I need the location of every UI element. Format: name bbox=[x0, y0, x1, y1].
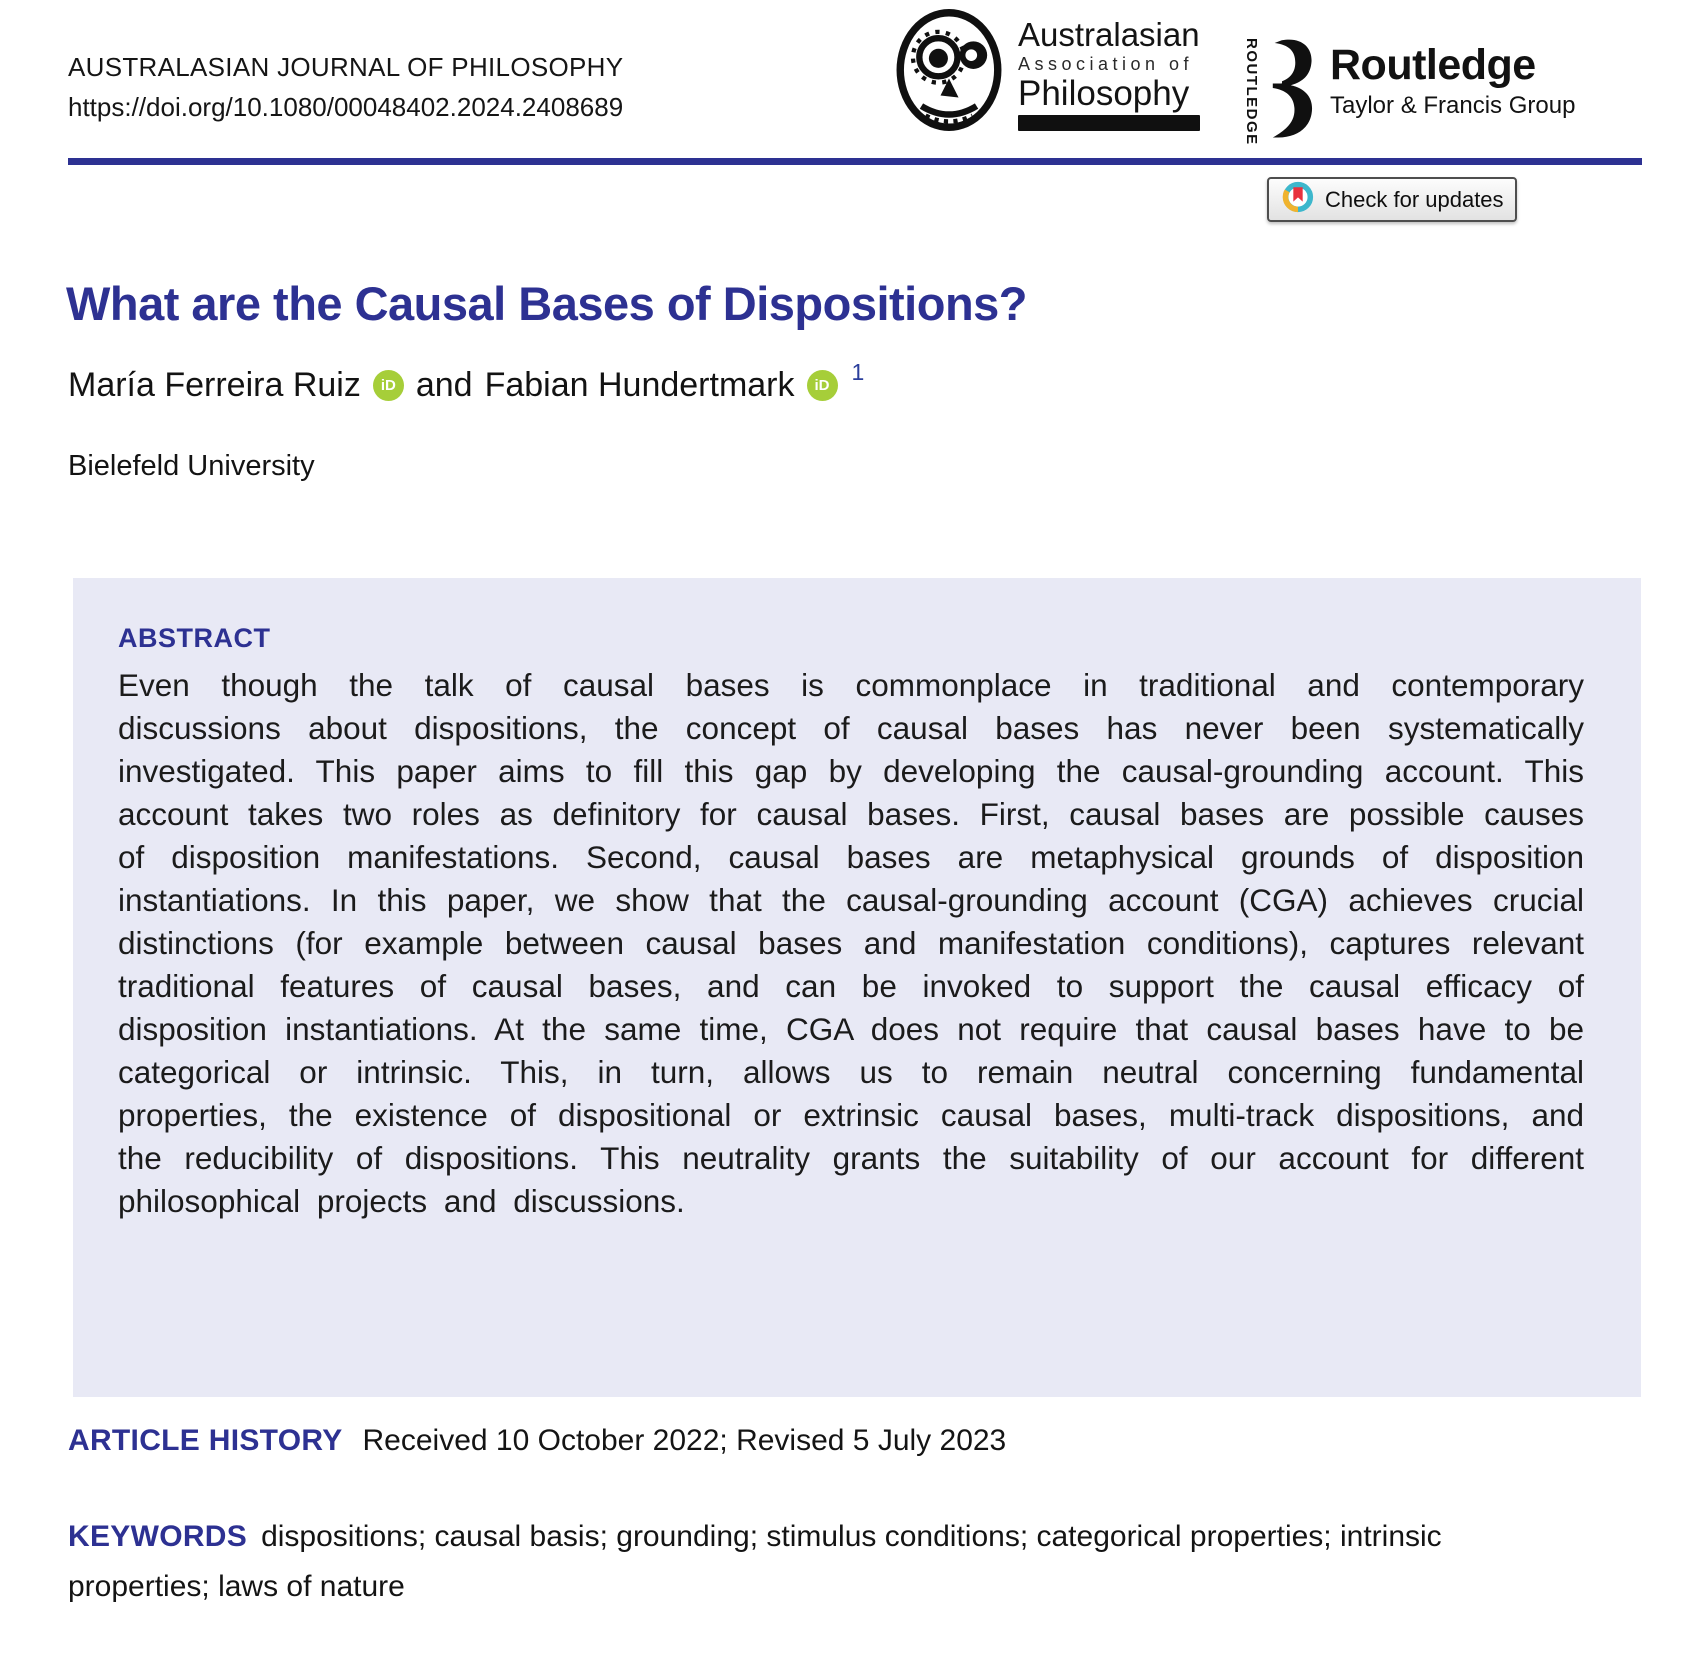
article-title: What are the Causal Bases of Dispositions? bbox=[66, 277, 1027, 330]
crossmark-icon bbox=[1281, 180, 1315, 219]
routledge-face-profile-icon bbox=[1262, 36, 1316, 145]
orcid-icon[interactable]: iD bbox=[373, 370, 404, 401]
aap-logo-line2: Association of bbox=[1018, 54, 1194, 74]
author-1-name: María Ferreira Ruiz bbox=[68, 366, 361, 404]
check-for-updates-label: Check for updates bbox=[1325, 186, 1504, 212]
aap-logo-text bbox=[1018, 18, 1200, 131]
abstract-box bbox=[73, 578, 1641, 1397]
byline-connector: and bbox=[415, 366, 473, 404]
keywords-label: KEYWORDS bbox=[68, 1520, 248, 1553]
aap-owl-icon bbox=[896, 8, 1002, 137]
aap-logo-line1: Australasian bbox=[1018, 16, 1200, 53]
author-byline bbox=[68, 359, 865, 405]
orcid-icon[interactable]: iD bbox=[807, 370, 838, 401]
routledge-vertical-text: ROUTLEDGE bbox=[1243, 38, 1260, 146]
author-2-footnote-marker: 1 bbox=[851, 359, 865, 385]
journal-name: AUSTRALASIAN JOURNAL OF PHILOSOPHY bbox=[68, 52, 624, 82]
aap-logo bbox=[896, 8, 1200, 137]
journal-identification bbox=[68, 52, 623, 123]
aap-logo-bar bbox=[1018, 115, 1200, 131]
check-for-updates-button[interactable] bbox=[1267, 177, 1517, 222]
affiliation: Bielefeld University bbox=[68, 450, 315, 482]
routledge-logo-text bbox=[1330, 42, 1575, 120]
abstract-text: Even though the talk of causal bases is commonplace in traditional and contemporary discussions about dispositions, the concept of causal bases has never been systematically investigated. This paper aims to fill this gap by developing the causal-grounding account. This account takes two roles as definitory for causal bases. First, causal bases are possible causes of disposition manifestations. Second, causal bases are metaphysical grounds of disposition instantiations. In this paper, we show that the causal-grounding account (CGA) achieves crucial distinctions (for example between causal bases and manifestation conditions), captures relevant traditional features of causal bases, and can be invoked to support the causal efficacy of disposition instantiations. At the same time, CGA does not require that causal bases have to be categorical or intrinsic. This, in turn, allows us to remain neutral concerning fundamental properties, the existence of dispositional or extrinsic causal bases, multi-track dispositions, and the reducibility of dispositions. This neutrality grants the suitability of our account for different philosophical projects and discussions. bbox=[118, 667, 1584, 1219]
keywords-row bbox=[68, 1512, 1543, 1612]
abstract-label: ABSTRACT bbox=[118, 623, 271, 653]
article-history-text: Received 10 October 2022; Revised 5 July 2023 bbox=[362, 1424, 1007, 1457]
routledge-logo bbox=[1243, 36, 1575, 145]
article-history-label: ARTICLE HISTORY bbox=[68, 1424, 343, 1457]
keywords-text: dispositions; causal basis; grounding; stimulus conditions; categorical properties; intrinsic properties; laws of nature bbox=[68, 1520, 1442, 1603]
routledge-name: Routledge bbox=[1330, 41, 1536, 89]
routledge-tagline: Taylor & Francis Group bbox=[1330, 92, 1576, 119]
article-history-row bbox=[68, 1424, 1588, 1458]
author-2-name: Fabian Hundertmark bbox=[484, 366, 795, 404]
doi-link[interactable]: https://doi.org/10.1080/00048402.2024.2408689 bbox=[68, 92, 624, 122]
header-divider-rule bbox=[68, 158, 1642, 165]
aap-logo-line3: Philosophy bbox=[1018, 74, 1190, 113]
